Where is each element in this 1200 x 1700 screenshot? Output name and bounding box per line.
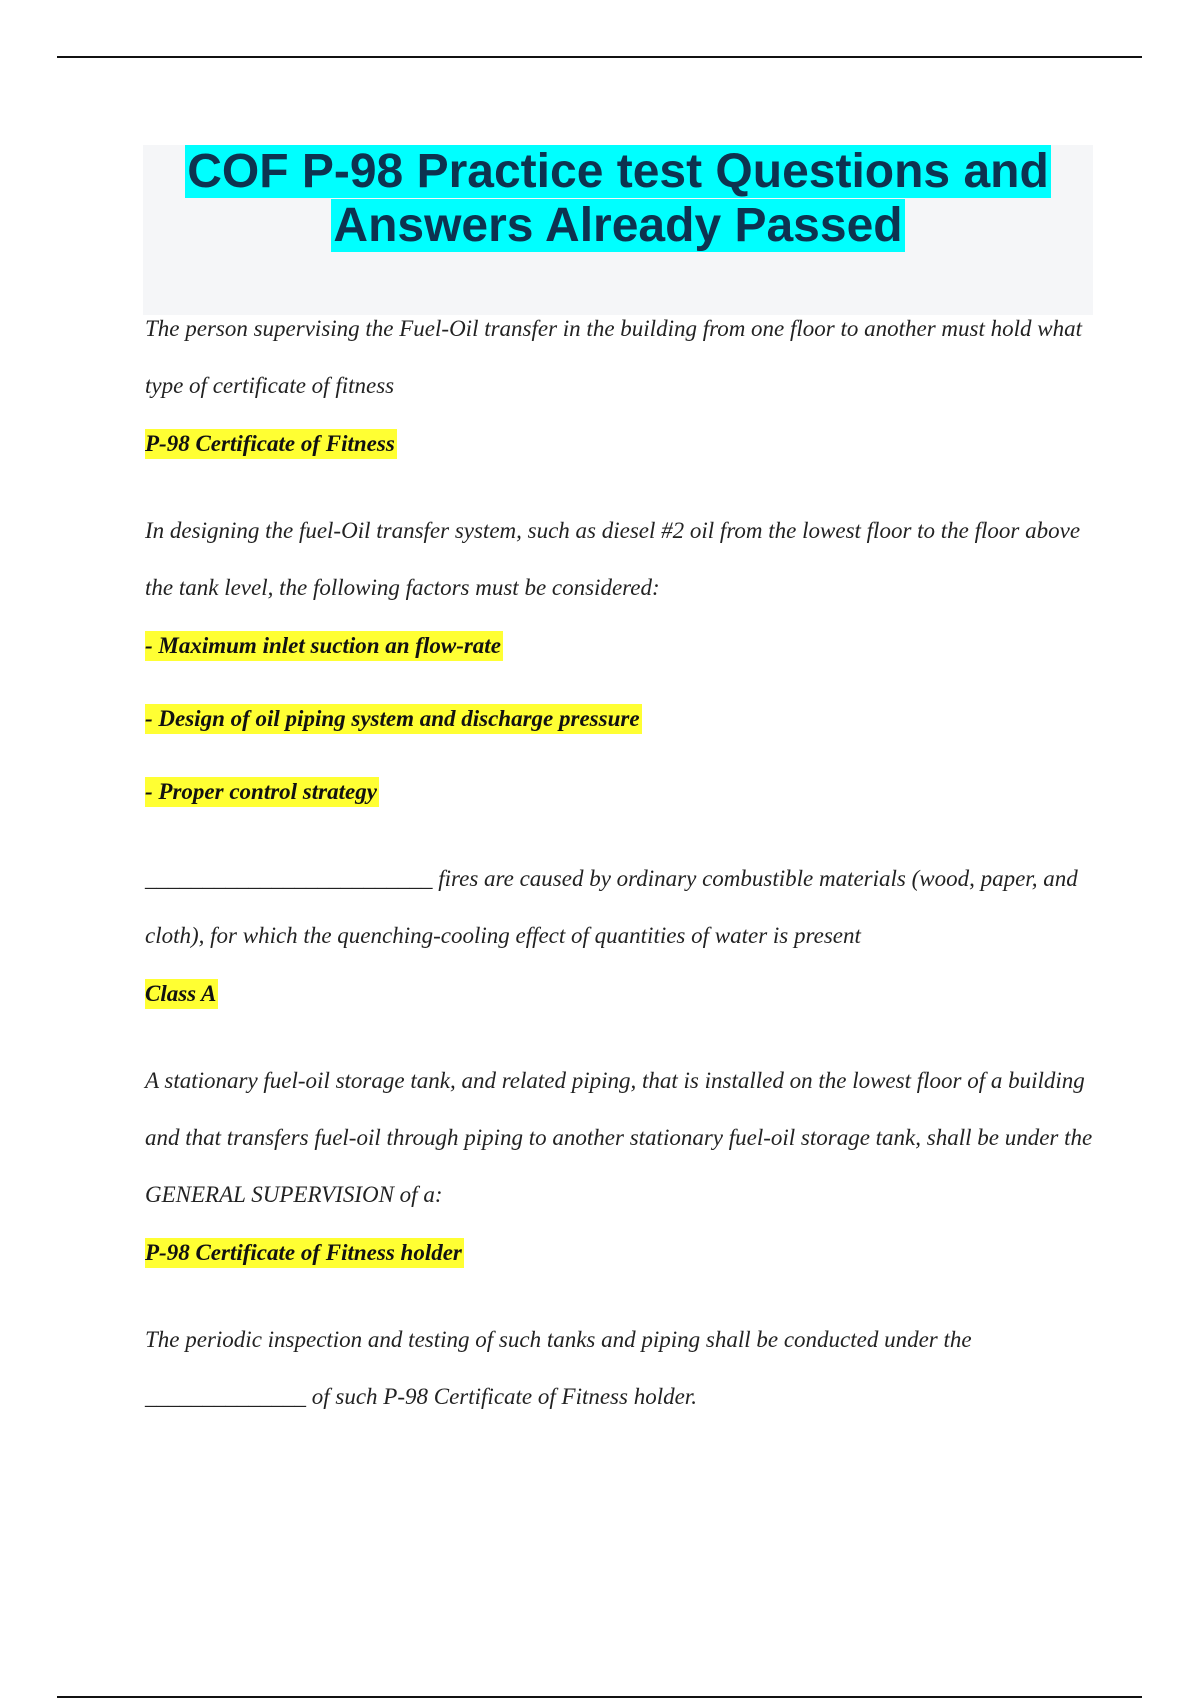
question-text: _________________________ fires are caused by ordinary combustible materials (wood, paper, and cloth), for which the quenching-cooling effect of quantities of water is present bbox=[145, 866, 1078, 948]
title-line-1: COF P-98 Practice test Questions and bbox=[187, 145, 1049, 198]
title-line-2: Answers Already Passed bbox=[333, 199, 903, 252]
answer-text: - Design of oil piping system and discharge pressure bbox=[145, 704, 1095, 734]
question-text: The periodic inspection and testing of such tanks and piping shall be conducted under the ______________ of such P-98 Certificate of Fitness holder. bbox=[145, 1327, 972, 1409]
answer-text: P-98 Certificate of Fitness bbox=[145, 429, 1095, 459]
qa-item bbox=[145, 300, 1095, 459]
qa-item bbox=[145, 1311, 1095, 1425]
bottom-rule bbox=[57, 1696, 1142, 1698]
qa-item bbox=[145, 502, 1095, 807]
top-rule bbox=[57, 56, 1142, 58]
answer-text: P-98 Certificate of Fitness holder bbox=[145, 1238, 1095, 1268]
qa-item bbox=[145, 1052, 1095, 1268]
answer-text: - Proper control strategy bbox=[145, 777, 1095, 807]
question-text: A stationary fuel-oil storage tank, and related piping, that is installed on the lowest floor of a building and that transfers fuel-oil through piping to another stationary fuel-oil storage tank, shall be under the GENERAL SUPERVISION of a: bbox=[145, 1068, 1093, 1207]
qa-list bbox=[145, 300, 1095, 1440]
page-title bbox=[143, 145, 1093, 253]
qa-item bbox=[145, 850, 1095, 1009]
question-text: The person supervising the Fuel-Oil transfer in the building from one floor to another must hold what type of certificate of fitness bbox=[145, 316, 1083, 398]
answer-text: Class A bbox=[145, 979, 1095, 1009]
answer-text: - Maximum inlet suction an flow-rate bbox=[145, 631, 1095, 661]
title-banner bbox=[143, 145, 1093, 315]
question-text: In designing the fuel-Oil transfer system, such as diesel #2 oil from the lowest floor to the floor above the tank level, the following factors must be considered: bbox=[145, 518, 1081, 600]
